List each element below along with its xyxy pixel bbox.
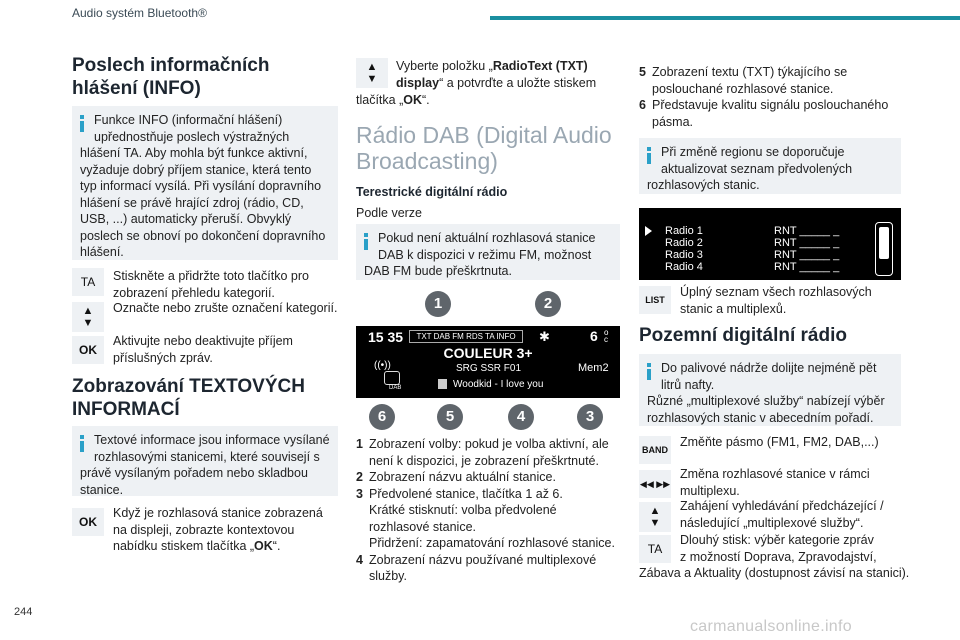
multiplex-search-text: Zahájení vyhledávání předcházející / následující „multiplexové služby“. xyxy=(680,499,884,530)
info-note-text: Funkce INFO (informační hlášení) upřednostňuje poslech výstražných hlášení TA. Aby mohla být funkce aktivní, vyžaduje dobrý příjem stanice, která tento typ informací vysílá. Při vysílání dopravního hlášení se právě hrající zdroj (rádio, CD, USB, ...) automaticky přeruší. Obvyklý poslech se obnoví po dokončení dopravního hlášení. xyxy=(80,113,326,259)
radio-display-screen xyxy=(356,326,620,398)
bluetooth-icon: ✱ xyxy=(539,329,550,344)
scrollbar xyxy=(875,222,893,276)
callout-list xyxy=(356,436,620,585)
fuel-note-text: Do palivové nádrže dolijte nejméně pět litrů nafty. xyxy=(661,361,877,392)
info-icon xyxy=(647,147,651,164)
text-info-note-box xyxy=(72,426,338,496)
header-accent-bar xyxy=(490,16,960,20)
radiotext-icon xyxy=(438,379,447,389)
ok-key-icon: OK xyxy=(72,508,104,536)
ok-context-text: Když je rozhlasová stanice zobrazená na displeji, zobrazte kontextovou nabídku stiskem tlačítka „OK“. xyxy=(113,506,323,553)
select-radiotext-text-3: tlačítka „OK“. xyxy=(356,93,430,107)
info-icon xyxy=(80,435,84,452)
select-radiotext-text: Vyberte položku „RadioText (TXT) xyxy=(396,59,588,73)
up-down-arrows-icon: ▲ ▼ xyxy=(72,302,104,332)
play-arrow-icon xyxy=(645,226,652,236)
info-note-box xyxy=(72,106,338,260)
list-item: 5 Zobrazení textu (TXT) týkajícího se poslouchané rozhlasové stanice. xyxy=(639,65,848,96)
seek-arrows-icon: ◀◀ ▶▶ xyxy=(639,470,671,498)
callout-badge: 6 xyxy=(369,404,395,430)
version-note: Podle verze xyxy=(356,206,423,220)
clock: 15 35 xyxy=(368,329,404,345)
dab-note-box xyxy=(356,224,620,280)
heading-terrestrial: Terestrické digitální rádio xyxy=(356,185,508,199)
ta-key-icon: TA xyxy=(72,268,104,296)
dab-label: DAB xyxy=(389,385,402,391)
degree-icon: o c xyxy=(604,328,609,344)
preset-names: Radio 1 Radio 2 Radio 3 Radio 4 xyxy=(665,225,703,273)
memory-label: Mem2 xyxy=(578,362,609,374)
signal-icon: ((•)) xyxy=(374,360,391,371)
up-down-arrows-icon: ▲ ▼ xyxy=(356,58,388,88)
ok-key-text: Aktivujte nebo deaktivujte příjem příslušných zpráv. xyxy=(113,334,293,365)
info-icon xyxy=(364,233,368,250)
heading-info: Poslech informačních hlášení (INFO) xyxy=(72,55,270,100)
list-key-icon: LIST xyxy=(639,286,671,314)
list-item: 2 Zobrazení názvu aktuální stanice. xyxy=(356,470,556,484)
list-item: 3 Předvolené stanice, tlačítka 1 až 6. Krátké stisknutí: volba předvolené rozhlasové stanice. Přidržení: zapamatování rozhlasové stanice. xyxy=(356,486,615,550)
select-radiotext-text-2: display“ a potvrďte a uložte stiskem xyxy=(396,76,597,90)
ensemble-name: SRG SSR F01 xyxy=(456,363,522,374)
station-name: COULEUR 3+ xyxy=(443,345,533,361)
callout-badge: 2 xyxy=(535,291,561,317)
heading-text-info: Zobrazování TEXTOVÝCH INFORMACÍ xyxy=(72,376,305,421)
dab-note-text: Pokud není aktuální rozhlasová stanice DAB k dispozici v režimu FM, možnost DAB FM bude přeškrtnuta. xyxy=(364,231,596,278)
preset-number: 6 xyxy=(590,328,598,344)
option-flags: TXT DAB FM RDS TA INFO xyxy=(409,330,523,343)
callout-badge: 3 xyxy=(577,404,603,430)
ok-key-icon: OK xyxy=(72,336,104,364)
band-key-icon: BAND xyxy=(639,436,671,464)
ta-long-press-text-end: Zábava a Aktuality (dostupnost závisí na stanici). xyxy=(639,566,910,580)
watermark: carmanualsonline.info xyxy=(690,618,852,635)
dab-antenna-icon xyxy=(384,371,400,385)
info-icon xyxy=(80,115,84,132)
region-note-text: Při změně regionu se doporučuje aktualizovat seznam předvolených rozhlasových stanic. xyxy=(647,145,853,192)
ta-key-icon: TA xyxy=(639,535,671,563)
seek-key-text: Změna rozhlasové stanice v rámci multiplexu. xyxy=(680,467,870,498)
list-item: 6 Představuje kvalitu signálu poslouchaného pásma. xyxy=(639,98,889,129)
list-item: 4 Zobrazení názvu používané multiplexové služby. xyxy=(356,552,597,583)
preset-list-screen xyxy=(639,208,901,280)
list-item: 1 Zobrazení volby: pokud je volba aktivní, ale není k dispozici, je zobrazení přeškrtnuté. xyxy=(356,437,609,468)
preset-rnt: RNT _____ _ RNT _____ _ RNT _____ _ RNT _____ _ xyxy=(774,225,840,273)
heading-ground-digital: Pozemní digitální rádio xyxy=(639,325,847,346)
callout-badge: 5 xyxy=(437,404,463,430)
heading-dab: Rádio DAB (Digital Audio Broadcasting) xyxy=(356,122,612,175)
fuel-note-box xyxy=(639,354,901,426)
ta-key-text: Stiskněte a přidržte toto tlačítko pro zobrazení přehledu kategorií. xyxy=(113,269,309,300)
list-key-text: Úplný seznam všech rozhlasových stanic a multiplexů. xyxy=(680,285,872,316)
text-info-note-text: Textové informace jsou informace vysílané rozhlasovými stanicemi, které souvisejí s právě vysílaným pořadem nebo skladbou stanice. xyxy=(80,433,330,497)
ta-long-press-text: Dlouhý stisk: výběr kategorie zpráv z možností Doprava, Zpravodajství, xyxy=(680,533,877,564)
callout-badge: 1 xyxy=(425,291,451,317)
band-key-text: Změňte pásmo (FM1, FM2, DAB,...) xyxy=(680,435,879,449)
up-down-arrows-icon: ▲ ▼ xyxy=(639,502,671,532)
info-icon xyxy=(647,363,651,380)
callout-badge: 4 xyxy=(508,404,534,430)
track-text: Woodkid - I love you xyxy=(453,379,544,390)
running-header: Audio systém Bluetooth® xyxy=(72,6,207,20)
page-number: 244 xyxy=(14,606,33,618)
region-note-box xyxy=(639,138,901,194)
multiplex-note-text: Různé „multiplexové služby“ nabízejí výběr rozhlasových stanic v abecedním pořadí. xyxy=(647,394,885,425)
arrows-key-text: Označte nebo zrušte označení kategorií. xyxy=(113,301,338,315)
callout-list-cont xyxy=(639,64,901,130)
